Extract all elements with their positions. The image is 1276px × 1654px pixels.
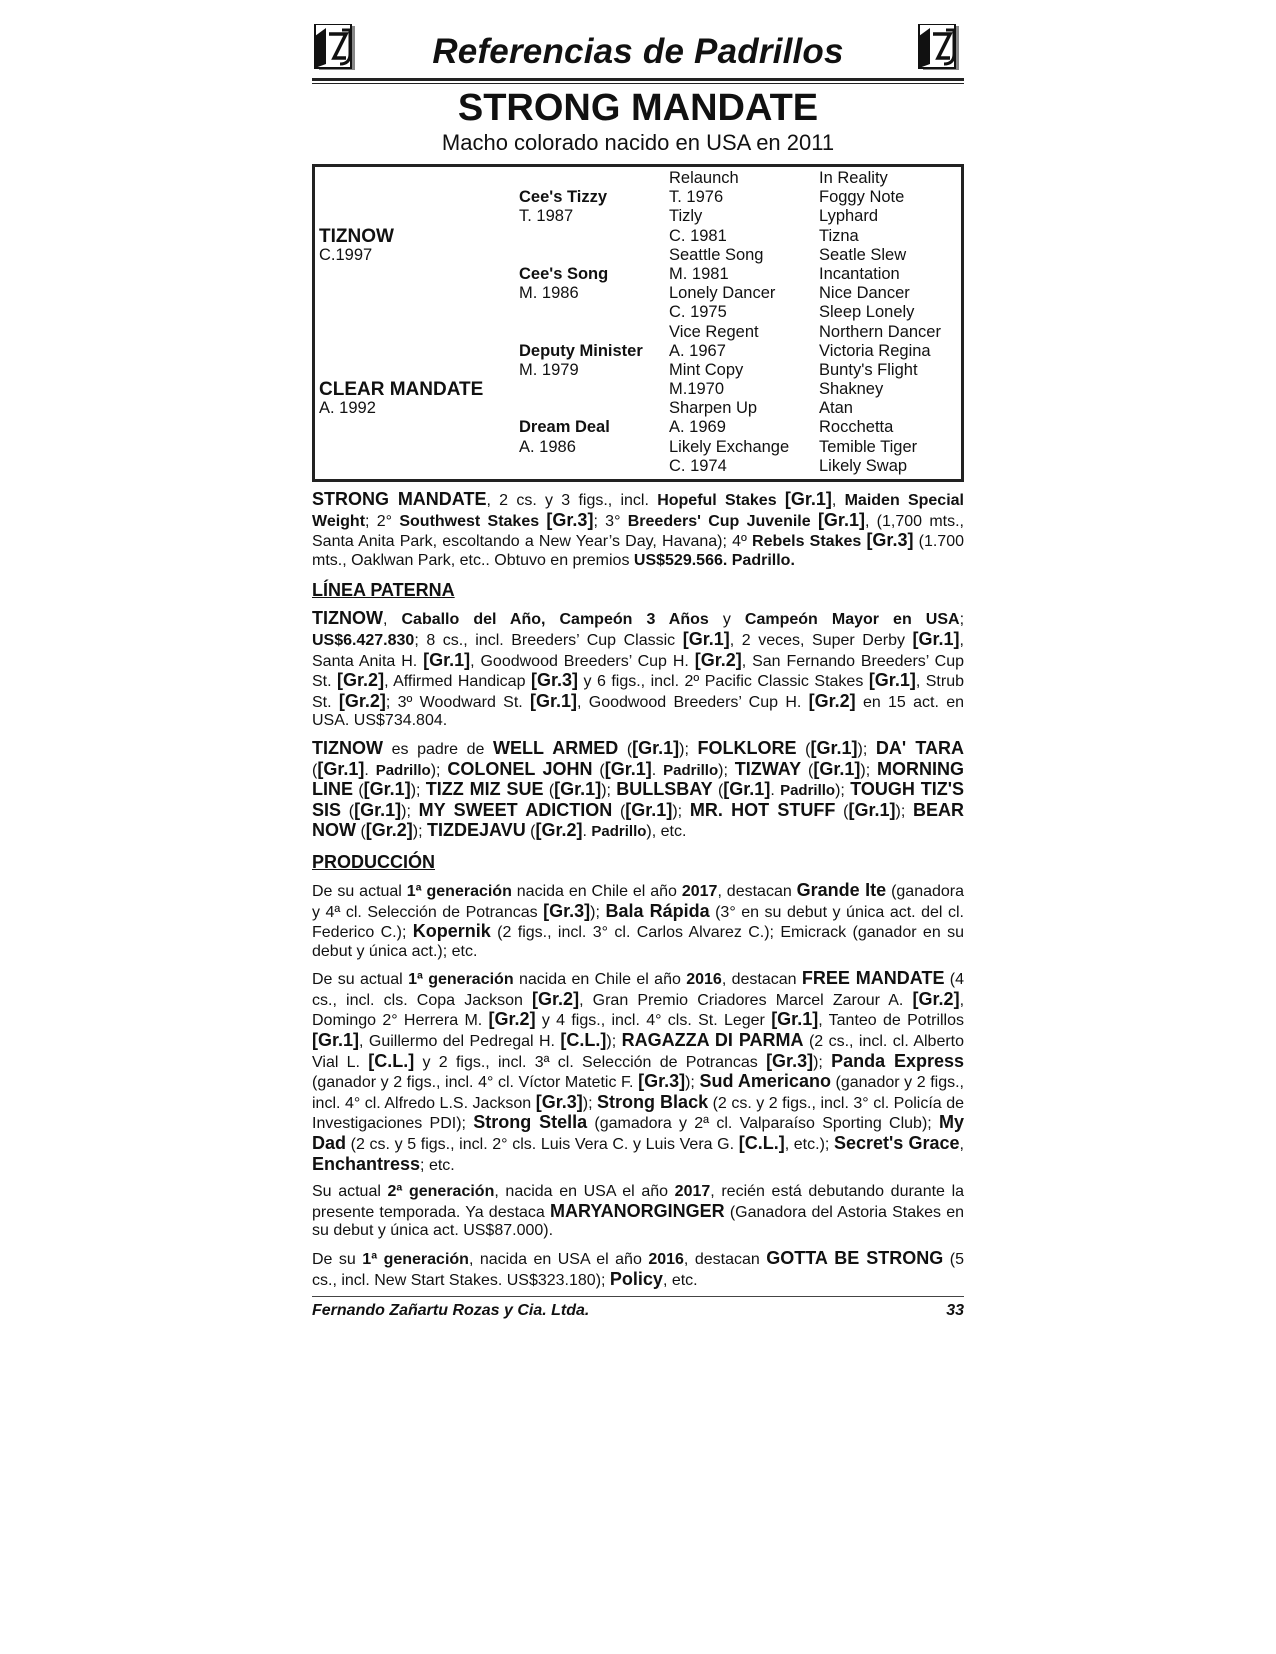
pedigree-cell: Lyphard [819,207,879,226]
text-run: , Tanteo de Potrillos [818,1012,965,1030]
text-run: ; 3º Woodward St. [385,693,531,711]
text-run: , [959,1136,964,1154]
sire-progeny-paragraph [312,739,964,842]
pedigree-cell: A. 1969 [669,418,726,437]
text-run: [Gr.2] [337,670,385,691]
text-run: [Gr.1] [813,758,861,779]
text-run: [Gr.1] [625,799,673,820]
campaign-paragraph [312,490,964,570]
text-run: [Gr.1] [784,489,832,509]
pedigree-cell: Mint Copy [669,360,744,379]
text-run: ); [412,823,428,841]
pedigree-cell [319,303,509,322]
pedigree-cell: M. 1979 [519,360,579,379]
text-run: GOTTA BE STRONG [766,1248,944,1268]
text-run: 1ª generación [406,882,512,900]
text-run: [Gr.1] [682,628,730,649]
text-run: [Gr.3] [766,1050,814,1071]
text-run: , Strub St. [312,673,964,711]
text-run: ); [835,782,851,800]
pedigree-cell [319,361,509,380]
text-run: FOLKLORE [697,737,797,758]
text-run: , San Fernando Breeders’ Cup St. [312,652,965,691]
header-title: Referencias de Padrillos [432,32,844,71]
pedigree-cell: Deputy Minister [519,341,643,360]
text-run: ); [590,903,606,921]
pedigree-cell: Northern Dancer [819,322,941,341]
text-run: es padre de [382,740,494,758]
text-run: US$529.566. Padrillo. [633,551,795,569]
text-run: ), etc. [646,823,687,841]
text-run: BEAR NOW [312,799,965,841]
text-run: ); [895,802,914,820]
text-run: (2 cs. y 5 figs., incl. 2° cls. Luis Vera C. y Luis Vera G. [346,1136,739,1154]
text-run: (4 cs., incl. cls. Copa Jackson [312,971,965,1009]
text-run: ); [813,1053,832,1071]
text-run: (1.700 mts., Oaklwan Park, etc.. Obtuvo en premios [312,533,964,569]
text-run: [Gr.1] [810,737,858,758]
text-run: ( [356,823,366,841]
text-run: y [708,611,745,629]
text-run: Secret's Grace [833,1133,960,1154]
text-run: [C.L.] [368,1050,415,1071]
text-run: COLONEL JOHN [447,758,593,779]
text-run: Southwest Stakes [399,512,540,530]
text-run: ( [525,823,536,841]
text-run: TOUGH TIZ'S SIS [312,779,965,820]
text-run: , etc.); [784,1136,834,1154]
pedigree-cell [519,227,665,246]
text-run: , destacan [683,1251,767,1268]
text-run: nacida en Chile el año [511,882,682,900]
pedigree-cell: Dream Deal [519,418,610,437]
pedigree-cell [319,169,509,188]
text-run: Hopeful Stakes [657,492,777,509]
production-usa-2017-paragraph [312,1183,964,1241]
text-run: TIZWAY [734,758,802,779]
text-run: Padrillo [375,761,431,779]
text-run: TIZDEJAVU [427,820,526,841]
text-run: , Guillermo del Pedregal H. [359,1033,561,1051]
pedigree-cell: Shakney [819,380,884,399]
text-run: [Gr.2] [535,820,583,841]
text-run: ; [959,611,965,629]
text-run: [Gr.2] [912,988,960,1009]
pedigree-cell [319,265,509,284]
text-run: BULLSBAY [616,779,713,800]
text-run: RAGAZZA DI PARMA [621,1030,804,1051]
page-footer [312,1302,964,1320]
text-run: y 2 figs., incl. 3ª cl. Selección de Potrancas [414,1053,767,1071]
pedigree-cell: C. 1975 [669,303,727,322]
text-run: (gamadora y 2ª cl. Valparaíso Sporting Club); [587,1115,939,1133]
production-chile-2017-paragraph [312,881,964,961]
page-number: 33 [946,1302,964,1320]
text-run: , [382,611,402,629]
text-run: My Dad [312,1112,965,1154]
text-run: (ganador y 2 figs., incl. 4° cl. Víctor Matetic F. [312,1074,639,1092]
text-run: [Gr.1] [604,758,652,779]
text-run: , 2 veces, Super Derby [729,631,913,649]
text-run: ; etc. [420,1156,455,1174]
production-chile-2016-paragraph [312,969,964,1175]
text-run: [Gr.3] [530,670,578,691]
pedigree-cell [319,418,509,437]
pedigree-cell: A. 1967 [669,341,726,360]
pedigree-col-grandparents [519,169,665,476]
pedigree-cell: Sharpen Up [669,399,758,418]
pedigree-cell: Foggy Note [819,188,905,207]
pedigree-cell: Likely Exchange [669,437,790,456]
text-run: Caballo del Año, Campeón 3 Años [401,611,709,629]
text-run: [C.L.] [738,1133,785,1154]
text-run: ); [672,802,690,820]
text-run: MARYANORGINGER [550,1200,725,1221]
pedigree-cell [319,457,509,476]
text-run: 2017 [681,882,718,900]
text-run: , 2 cs. y 3 figs., incl. [486,492,658,509]
text-run: (2 figs., incl. 3° cl. Carlos Alvarez C.); Emicrack (ganador en su debut y única act.); etc. [312,924,964,960]
text-run: ( [312,761,318,779]
text-run: MR. HOT STUFF [689,799,836,820]
text-run: ); [860,761,878,779]
pedigree-cell: Sleep Lonely [819,303,915,322]
horse-subtitle: Macho colorado nacido en USA en 2011 [441,130,835,155]
pedigree-cell: Lonely Dancer [669,284,776,303]
text-run: ; 2° [365,512,400,530]
footer-rule [312,1296,964,1297]
pedigree-cell: A. 1992 [319,399,376,418]
text-run: De su [312,1251,363,1268]
pedigree-cell [319,342,509,361]
text-run: ( [353,782,364,800]
text-run: US$6.427.830 [312,631,415,649]
pedigree-cell [519,246,665,265]
text-run: y 4 figs., incl. 4° cls. St. Leger [535,1012,772,1030]
pedigree-table [312,164,964,482]
text-run: , recién está debutando durante la presente temporada. Ya destaca [312,1183,965,1221]
pedigree-cell: M. 1981 [669,264,729,283]
pedigree-cell [319,323,509,342]
text-run: ); [718,761,735,779]
text-run: ( [712,782,724,800]
text-run: ); [679,740,698,758]
text-run: [Gr.2] [694,649,742,670]
zr-logo-icon [916,24,962,72]
text-run: , [831,492,845,509]
text-run: Padrillo [663,761,719,779]
production-usa-2016-paragraph [312,1249,964,1290]
header-rule-thin [312,83,964,84]
text-run: , Gran Premio Criadores Marcel Zarour A. [579,991,913,1009]
section-heading-linea-paterna: LÍNEA PATERNA [312,580,455,601]
section-heading-produccion: PRODUCCIÓN [312,851,436,872]
text-run: [Gr.2] [488,1009,536,1030]
pedigree-cell: Victoria Regina [819,341,931,360]
text-run: , nacida en USA el año [468,1251,649,1268]
text-run: (2 cs., incl. cl. Alberto Vial L. [312,1033,965,1071]
text-run: , Affirmed Handicap [384,673,531,691]
text-run: ( [592,761,605,779]
pedigree-cell [519,457,665,476]
text-run: 2016 [686,971,722,989]
pedigree-cell: T. 1976 [669,188,724,207]
pedigree-col-great-grandparents [669,169,815,476]
text-run: ; 8 cs., incl. Breeders’ Cup Classic [414,631,683,649]
pedigree-cell: In Reality [819,169,888,187]
text-run: ( [341,802,355,820]
text-run: ); [606,1033,622,1051]
text-run: , Goodwood Breeders’ Cup H. [470,652,695,670]
text-run: , etc. [662,1271,698,1289]
text-run: [Gr.1] [423,649,471,670]
text-run: ); [410,782,426,800]
pedigree-cell: Seatle Slew [819,245,907,264]
pedigree-cell: Cee's Tizzy [519,188,607,207]
text-run: De su actual [312,882,407,900]
pedigree-cell [519,380,665,399]
text-run: [Gr.3] [546,509,594,530]
text-run: ; 3° [593,512,628,530]
text-run: en 15 act. en USA. US$734.804. [312,693,965,730]
text-run: ( [801,761,814,779]
pedigree-cell [319,188,509,207]
text-run: [Gr.1] [363,779,411,800]
text-run: Su actual [312,1183,388,1201]
text-run: [Gr.1] [530,690,578,711]
text-run: ); [685,1074,700,1092]
text-run: [Gr.1] [912,628,960,649]
text-run: [Gr.3] [543,900,591,921]
text-run: TIZNOW [312,737,383,758]
text-run: Policy [609,1268,663,1289]
text-run: , destacan [717,882,797,900]
text-run: Enchantress [312,1153,421,1174]
text-run: 2017 [674,1183,711,1201]
pedigree-col-sire-dam [319,169,509,476]
pedigree-cell [519,323,665,342]
text-run: nacida en Chile el año [513,971,687,989]
text-run: [Gr.1] [354,799,402,820]
text-run: TIZNOW [312,608,383,629]
text-run: [Gr.1] [554,779,602,800]
pedigree-cell [519,399,665,418]
text-run: [C.L.] [560,1030,607,1051]
text-run: Campeón Mayor en USA [744,611,960,629]
text-run: Breeders' Cup Juvenile [627,512,811,530]
text-run: [Gr.1] [317,758,365,779]
pedigree-cell: Seattle Song [669,245,764,264]
pedigree-col-great-great-grandparents [819,169,963,476]
pedigree-cell: M.1970 [669,380,725,399]
text-run: ); [857,740,876,758]
text-run: ( [796,740,811,758]
text-run: [Gr.2] [532,988,580,1009]
pedigree-cell: Likely Swap [819,456,908,475]
text-run: , Domingo 2° Herrera M. [312,991,965,1030]
pedigree-cell: Vice Regent [669,322,759,341]
pedigree-cell: A. 1986 [519,437,576,456]
pedigree-cell: Relaunch [669,169,739,187]
text-run: Strong Black [597,1091,709,1112]
text-run: STRONG MANDATE [312,489,487,509]
text-run: . [582,823,592,841]
text-run: [Gr.1] [848,799,896,820]
text-run: 2ª generación [387,1183,495,1201]
text-run: , Goodwood Breeders’ Cup H. [577,693,809,711]
text-run: ( [835,802,849,820]
pedigree-cell: Tizna [819,226,859,245]
text-run: [Gr.1] [312,1030,360,1051]
text-run: (Ganadora del Astoria Stakes en su debut y única act. US$87.000). [312,1203,964,1240]
text-run: (ganadora y 4ª cl. Selección de Potrancas [312,882,965,921]
horse-name: STRONG MANDATE [457,87,819,129]
header-rule [312,78,964,81]
text-run: De su actual [312,971,409,989]
pedigree-cell: CLEAR MANDATE [319,379,484,401]
text-run: Maiden Special Weight [312,492,964,530]
text-run: [Gr.3] [535,1091,583,1112]
pedigree-cell: Temible Tiger [819,437,918,456]
text-run: (ganador y 2 figs., incl. 4° cl. Alfredo L.S. Jackson [312,1074,964,1112]
text-run: , Santa Anita H. [312,631,964,670]
page-header [312,22,964,78]
text-run: (5 cs., incl. New Start Stakes. US$323.180); [312,1251,964,1289]
text-run: ( [618,740,633,758]
text-run: [Gr.1] [868,670,916,691]
pedigree-cell: T. 1987 [519,207,574,226]
text-run: [Gr.1] [817,509,865,530]
pedigree-cell: Rocchetta [819,418,894,437]
pedigree-cell: Cee's Song [519,264,609,283]
text-run: [Gr.3] [866,530,914,551]
text-run: Strong Stella [473,1112,588,1133]
pedigree-cell [319,438,509,457]
text-run: [Gr.1] [632,737,680,758]
text-run: WELL ARMED [493,737,619,758]
text-run: (2 cs. y 2 figs., incl. 3° cl. Policía de Investigaciones PDI); [312,1094,965,1133]
text-run: ); [401,802,419,820]
text-run: Grande Ite [796,879,887,900]
pedigree-cell: TIZNOW [319,225,394,247]
text-run: TIZZ MIZ SUE [425,779,544,800]
text-run: Bala Rápida [605,900,710,921]
document-page [312,22,964,1320]
text-run: DA' TARA [875,737,964,758]
text-run: . [770,782,781,800]
text-run: , nacida en USA el año [494,1183,675,1201]
pedigree-cell [319,207,509,226]
text-run: ); [430,761,448,779]
text-run: FREE MANDATE [801,968,945,989]
text-run: Padrillo [780,782,836,800]
pedigree-cell: Incantation [819,264,900,283]
pedigree-cell: Nice Dancer [819,284,910,303]
text-run: ( [543,782,555,800]
text-run: Padrillo [591,823,647,841]
text-run: [Gr.1] [723,779,771,800]
text-run: MY SWEET ADICTION [418,799,613,820]
text-run: , destacan [721,971,802,989]
pedigree-cell [319,284,509,303]
pedigree-cell: M. 1986 [519,284,579,303]
text-run: Rebels Stakes [752,533,862,551]
text-run: Panda Express [831,1050,965,1071]
pedigree-cell: C. 1981 [669,226,727,245]
footer-company: Fernando Zañartu Rozas y Cia. Ltda. [312,1302,590,1320]
text-run: . [651,761,664,779]
text-run: 2016 [648,1251,684,1268]
pedigree-cell: Tizly [669,207,703,226]
text-run: MORNING LINE [312,758,965,800]
text-run: y 6 figs., incl. 2º Pacific Classic Stakes [577,673,869,691]
pedigree-cell: Bunty's Flight [819,360,918,379]
text-run: Sud Americano [699,1071,831,1092]
pedigree-cell: Atan [819,399,853,418]
text-run: (3° en su debut y única act. del cl. Federico C.); [312,903,964,942]
text-run: , (1,700 mts., Santa Anita Park, escoltando a New Year’s Day, Havana); 4º [312,512,964,551]
sire-record-paragraph [312,609,964,731]
text-run: [Gr.3] [638,1071,686,1092]
text-run: Kopernik [412,921,491,942]
pedigree-cell [519,303,665,322]
text-run: ); [601,782,617,800]
text-run: ( [612,802,626,820]
pedigree-cell: C.1997 [319,245,373,264]
text-run: 1ª generación [362,1251,469,1268]
text-run: ); [582,1094,598,1112]
pedigree-cell: C. 1974 [669,456,727,475]
text-run: 1ª generación [408,971,514,989]
text-run: [Gr.1] [771,1009,819,1030]
text-run: [Gr.2] [365,820,413,841]
text-run: [Gr.2] [808,690,856,711]
text-run: . [364,761,376,779]
pedigree-cell [519,169,665,188]
text-run: [Gr.2] [338,690,386,711]
